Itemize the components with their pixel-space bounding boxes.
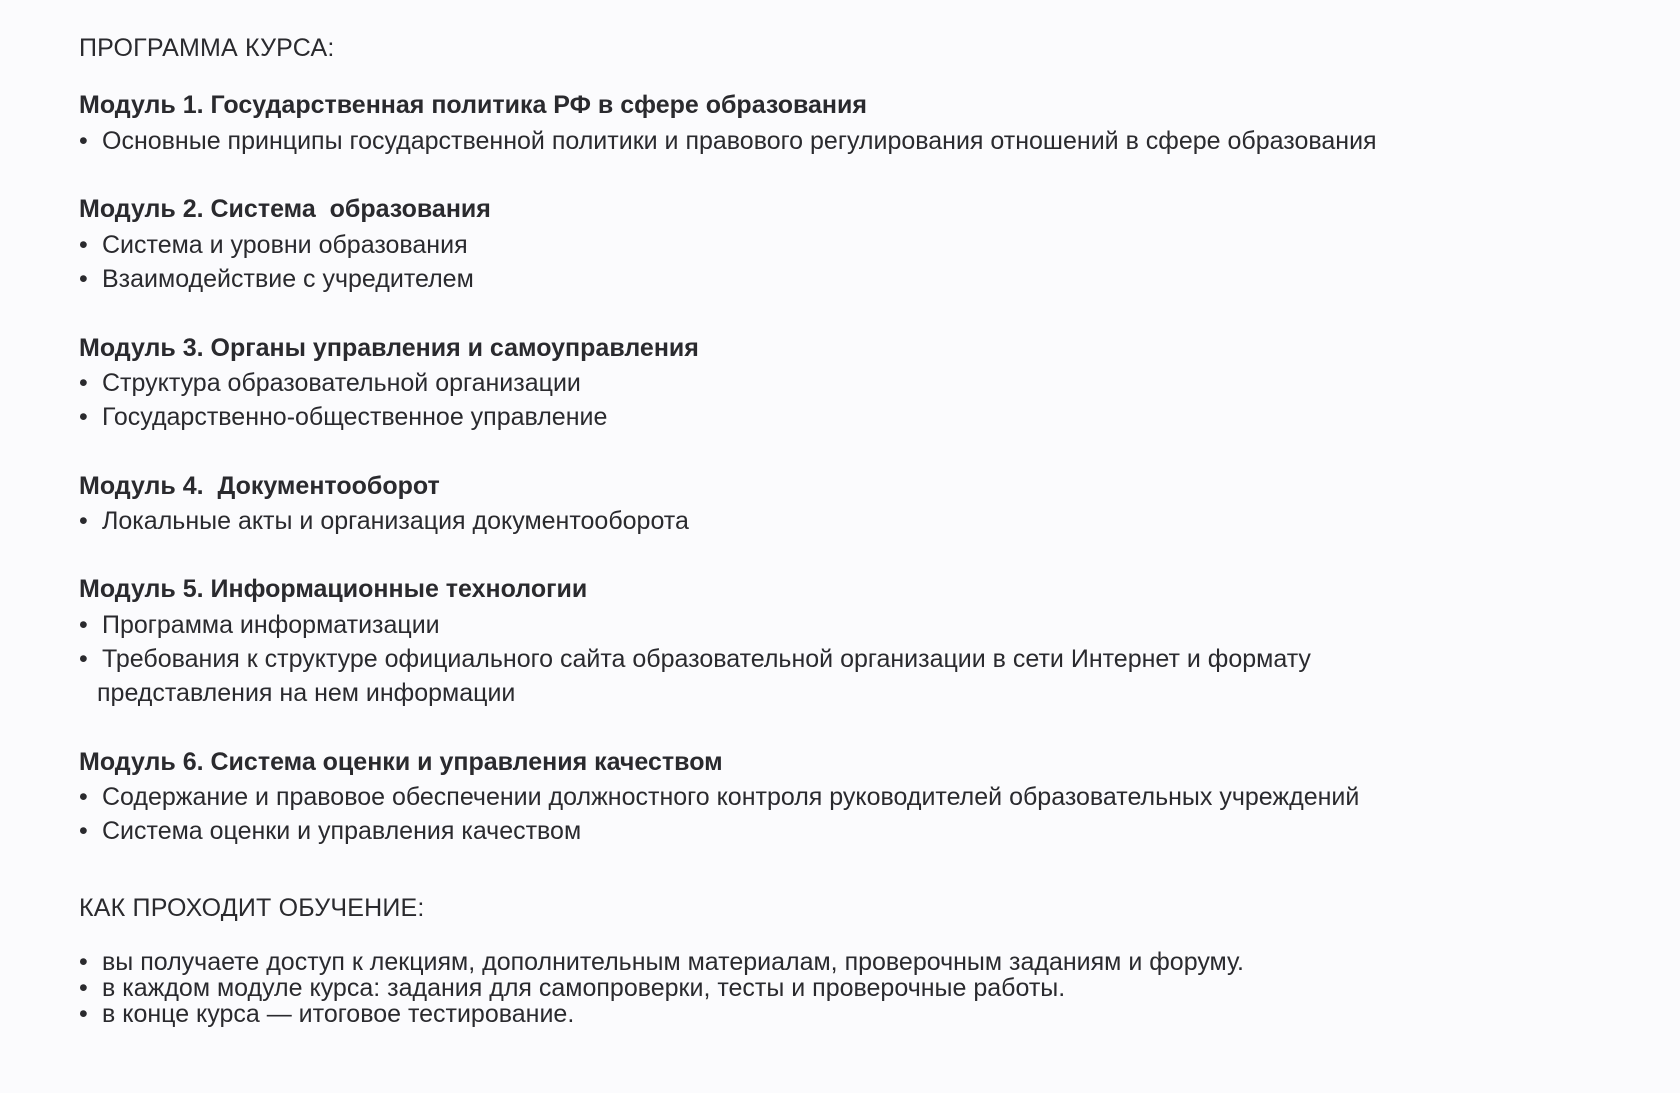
bullet-icon: • [79,611,88,639]
module-1-heading: Модуль 1. Государственная политика РФ в сфере образования [79,91,867,119]
list-item [79,645,1311,674]
bullet-icon: • [79,974,88,1002]
module-6-heading: Модуль 6. Система оценки и управления качеством [79,748,723,776]
list-item-text: вы получаете доступ к лекциям, дополнительным материалам, проверочным заданиям и форуму. [102,948,1244,976]
list-item-text: Государственно-общественное управление [102,403,608,431]
bullet-icon: • [79,507,88,535]
list-item-text: Структура образовательной организации [102,369,581,397]
list-item-text: в конце курса — итоговое тестирование. [102,1000,575,1028]
list-item-text: Система и уровни образования [102,231,468,259]
module-5-heading: Модуль 5. Информационные технологии [79,575,588,603]
module-2-heading: Модуль 2. Система образования [79,195,491,223]
bullet-icon: • [79,783,88,811]
list-item [79,403,607,432]
list-item [79,265,474,294]
bullet-icon: • [79,369,88,397]
training-title: КАК ПРОХОДИТ ОБУЧЕНИЕ: [79,894,425,922]
list-item [79,817,581,846]
bullet-icon: • [79,403,88,431]
list-item-text: Содержание и правовое обеспечении должностного контроля руководителей образовательных учреждений [102,783,1360,811]
list-item [79,783,1359,812]
list-item-text: Локальные акты и организация документооборота [102,507,689,535]
list-item-continuation: представления на нем информации [97,679,516,707]
list-item [79,948,1244,977]
module-4-heading: Модуль 4. Документооборот [79,472,440,500]
bullet-icon: • [79,948,88,976]
list-item-text: в каждом модуле курса: задания для самопроверки, тесты и проверочные работы. [102,974,1066,1002]
bullet-icon: • [79,1000,88,1028]
list-item [79,974,1065,1003]
list-item [79,369,581,398]
module-3-heading: Модуль 3. Органы управления и самоуправления [79,334,699,362]
bullet-icon: • [79,265,88,293]
list-item-text: Основные принципы государственной политики и правового регулирования отношений в сфере образования [102,127,1377,155]
bullet-icon: • [79,231,88,259]
list-item [79,611,440,640]
list-item [79,127,1377,156]
list-item-text: Требования к структуре официального сайта образовательной организации в сети Интернет и формату [102,645,1311,673]
bullet-icon: • [79,817,88,845]
bullet-icon: • [79,645,88,673]
list-item-text: Программа информатизации [102,611,440,639]
list-item [79,1000,574,1029]
list-item [79,507,689,536]
program-title: ПРОГРАММА КУРСА: [79,34,335,62]
list-item-text: Система оценки и управления качеством [102,817,582,845]
bullet-icon: • [79,127,88,155]
list-item [79,231,468,260]
list-item-text: Взаимодействие с учредителем [102,265,474,293]
